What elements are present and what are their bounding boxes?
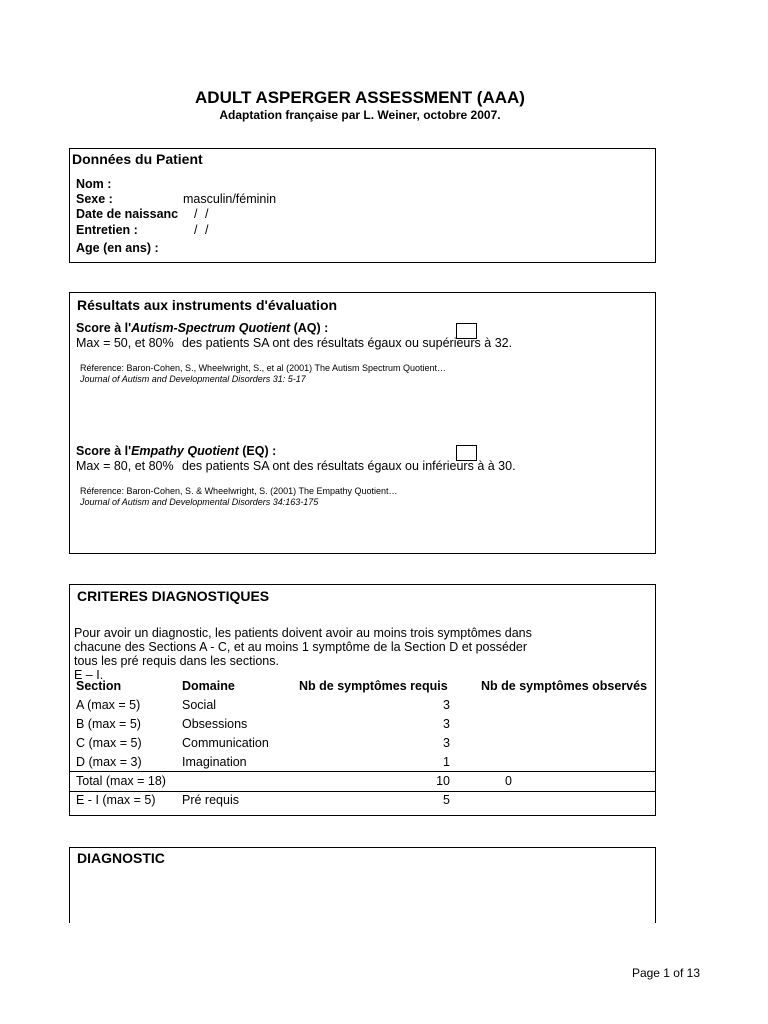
aq-reference-journal: Journal of Autism and Developmental Disorders 31: 5-17 xyxy=(80,374,306,384)
table-row-d-section: D (max = 3) xyxy=(76,755,142,769)
table-row-d-requis: 1 xyxy=(443,755,450,769)
results-heading: Résultats aux instruments d'évaluation xyxy=(77,297,338,313)
entretien-value: / / xyxy=(194,223,209,237)
col-section-header: Section xyxy=(76,679,122,693)
sexe-label: Sexe : xyxy=(76,192,113,206)
table-row-prereq-domaine: Pré requis xyxy=(182,793,239,807)
criteria-intro-line: E – I. xyxy=(74,668,104,682)
table-row-prereq-section: E - I (max = 5) xyxy=(76,793,156,807)
diagnostic-section xyxy=(69,847,656,923)
criteria-intro xyxy=(74,626,532,682)
col-observes-header: Nb de symptômes observés xyxy=(481,679,648,693)
eq-reference-journal: Journal of Autism and Developmental Disorders 34:163-175 xyxy=(80,497,319,507)
table-row-c-domaine: Communication xyxy=(182,736,269,750)
table-row-b-domaine: Obsessions xyxy=(182,717,248,731)
eq-score-label: Score à l'Empathy Quotient (EQ) : xyxy=(76,444,277,458)
table-row-c-section: C (max = 5) xyxy=(76,736,142,750)
criteria-intro-line: Pour avoir un diagnostic, les patients doivent avoir au moins trois symptômes dans xyxy=(74,626,532,640)
aq-score-label: Score à l'Autism-Spectrum Quotient (AQ) : xyxy=(76,321,329,335)
aq-max-text: Max = 50, et 80% xyxy=(76,336,174,350)
table-row-a-domaine: Social xyxy=(182,698,217,712)
table-row-d-domaine: Imagination xyxy=(182,755,247,769)
document-subtitle: Adaptation française par L. Weiner, octobre 2007. xyxy=(219,108,501,122)
document-title: ADULT ASPERGER ASSESSMENT (AAA) xyxy=(195,88,525,107)
table-divider xyxy=(70,791,655,792)
col-requis-header: Nb de symptômes requis xyxy=(299,679,448,693)
age-label: Age (en ans) : xyxy=(76,241,159,255)
nom-label: Nom : xyxy=(76,177,112,191)
table-row-prereq-requis: 5 xyxy=(443,793,450,807)
table-row-b-section: B (max = 5) xyxy=(76,717,141,731)
sexe-value: masculin/féminin xyxy=(183,192,277,206)
criteria-section xyxy=(69,584,656,816)
page-number: Page 1 of 13 xyxy=(631,966,700,980)
table-row-a-section: A (max = 5) xyxy=(76,698,141,712)
criteria-heading: CRITERES DIAGNOSTIQUES xyxy=(77,588,270,604)
table-row-total-section: Total (max = 18) xyxy=(76,774,166,788)
table-row-total-observes: 0 xyxy=(505,774,512,788)
diagnostic-heading: DIAGNOSTIC xyxy=(77,850,165,866)
table-row-c-requis: 3 xyxy=(443,736,450,750)
col-domaine-header: Domaine xyxy=(182,679,235,693)
eq-threshold-text: des patients SA ont des résultats égaux ou inférieurs à à 30. xyxy=(182,459,516,473)
patient-heading: Données du Patient xyxy=(72,151,203,167)
eq-max-text: Max = 80, et 80% xyxy=(76,459,174,473)
results-section xyxy=(69,292,656,554)
aq-reference: Réference: Baron-Cohen, S., Wheelwright, S., et al (2001) The Autism Spectrum Quotient… xyxy=(80,363,447,373)
aq-threshold-text: des patients SA ont des résultats égaux ou supérieurs à 32. xyxy=(182,336,513,350)
table-row-total-requis: 10 xyxy=(436,774,450,788)
table-divider xyxy=(70,771,655,772)
patient-data-section xyxy=(69,148,656,263)
criteria-intro-line: tous les pré requis dans les sections. xyxy=(74,654,279,668)
date-naissance-label: Date de naissanc xyxy=(76,207,179,221)
table-row-a-requis: 3 xyxy=(443,698,450,712)
entretien-label: Entretien : xyxy=(76,223,138,237)
table-row-b-requis: 3 xyxy=(443,717,450,731)
criteria-intro-line: chacune des Sections A - C, et au moins 1 symptôme de la Section D et posséder xyxy=(74,640,528,654)
eq-reference: Réference: Baron-Cohen, S. & Wheelwright, S. (2001) The Empathy Quotient… xyxy=(80,486,398,496)
date-naissance-value: / / xyxy=(194,207,209,221)
